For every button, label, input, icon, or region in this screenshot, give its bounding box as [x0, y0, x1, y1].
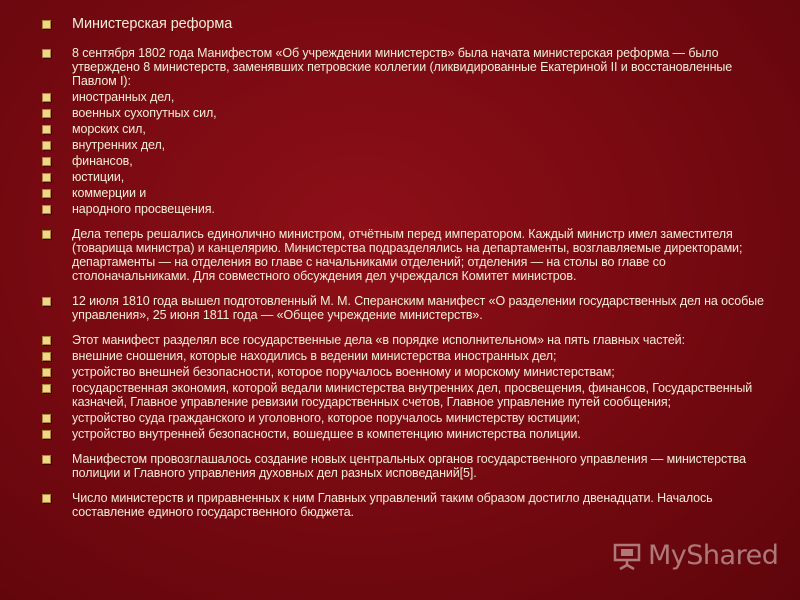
paragraph-speransky: 12 июля 1810 года вышел подготовленный М. М. Сперанским манифест «О разделении государственных дел на особые управления», 25 июня 1811 года — «Общее учреждение министерств».: [40, 294, 780, 322]
list-item-ministry: иностранных дел,: [40, 90, 780, 104]
presentation-board-icon: [612, 541, 642, 571]
bullet-icon: [42, 141, 51, 150]
slide-content: [40, 14, 780, 589]
title-text: Министерская реформа: [72, 16, 233, 32]
list-item-part: устройство внутренней безопасности, вошедшее в компетенцию министерства полиции.: [40, 427, 780, 441]
list-item-ministry: морских сил,: [40, 122, 780, 136]
list-item-ministry: внутренних дел,: [40, 138, 780, 152]
list-item-ministry: народного просвещения.: [40, 202, 780, 216]
list-item-part: внешние сношения, которые находились в ведении министерства иностранных дел;: [40, 349, 780, 363]
myshared-watermark: [612, 540, 778, 571]
list-item-ministry: финансов,: [40, 154, 780, 168]
bullet-icon: [42, 109, 51, 118]
paragraph-ministers: Дела теперь решались единолично министром, отчётным перед императором. Каждый министр имел заместителя (товарища министра) и канцелярию. Министерства подразделялись на департаменты, возглавляемые директорами; департаменты — на отделения во главе с начальниками отделений; отделения — на столы во главе со столоначальниками. Для совместного обсуждения дел учреждался Комитет министров.: [40, 227, 780, 283]
bullet-icon: [42, 125, 51, 134]
bullet-icon: [42, 157, 51, 166]
paragraph-manifesto-1802: 8 сентября 1802 года Манифестом «Об учреждении министерств» была начата министерская реформа — было утверждено 8 министерств, заменявших петровские коллегии (ликвидированные Екатериной II и восстановленные Павлом I):: [40, 46, 780, 88]
bullet-icon: [42, 205, 51, 214]
paragraph-five-parts: Этот манифест разделял все государственные дела «в порядке исполнительном» на пять главных частей:: [40, 333, 780, 347]
list-item-part: государственная экономия, которой ведали министерства внутренних дел, просвещения, финансов, Государственный казначей, Главное управление ревизии государственных счетов, Главное управление путей сообщения;: [40, 381, 780, 409]
bullet-icon: [42, 93, 51, 102]
watermark-text: MyShared: [648, 540, 779, 571]
list-item-ministry: военных сухопутных сил,: [40, 106, 780, 120]
slide-title: [40, 14, 780, 34]
bullet-icon: [42, 49, 51, 58]
bullet-icon: [42, 455, 51, 464]
bullet-icon: [42, 20, 51, 29]
bullet-icon: [42, 173, 51, 182]
bullet-icon: [42, 189, 51, 198]
list-item-ministry: юстиции,: [40, 170, 780, 184]
bullet-icon: [42, 430, 51, 439]
list-item-part: устройство суда гражданского и уголовного, которое поручалось министерству юстиции;: [40, 411, 780, 425]
bullet-icon: [42, 368, 51, 377]
bullet-icon: [42, 352, 51, 361]
bullet-icon: [42, 414, 51, 423]
bullet-icon: [42, 336, 51, 345]
list-item-part: устройство внешней безопасности, которое поручалось военному и морскому министерствам;: [40, 365, 780, 379]
bullet-icon: [42, 494, 51, 503]
bullet-icon: [42, 230, 51, 239]
paragraph-twelve-ministries: Число министерств и приравненных к ним Главных управлений таким образом достигло двенадцати. Началось составление единого государственного бюджета.: [40, 491, 780, 519]
bullet-icon: [42, 384, 51, 393]
bullet-icon: [42, 297, 51, 306]
list-item-ministry: коммерции и: [40, 186, 780, 200]
paragraph-new-organs: Манифестом провозглашалось создание новых центральных органов государственного управления — министерства полиции и Главного управления духовных дел разных исповеданий[5].: [40, 452, 780, 480]
